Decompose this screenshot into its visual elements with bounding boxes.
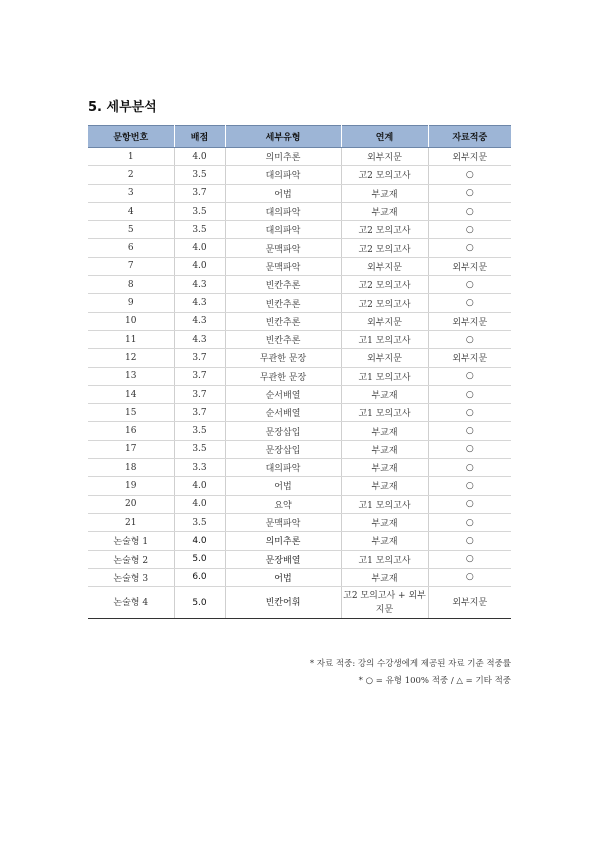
cell-points: 5.0 [174,587,225,619]
cell-question-number: 논술형 3 [88,568,174,586]
table-row [88,440,511,458]
cell-points: 4.3 [174,312,225,330]
cell-question-number: 17 [88,440,174,458]
cell-question-number: 9 [88,294,174,312]
cell-linkage: 고1 모의고사 [341,550,428,568]
cell-question-number: 2 [88,166,174,184]
cell-material-hit: ○ [428,440,511,458]
cell-material-hit: 외부지문 [428,148,511,166]
cell-points: 3.5 [174,166,225,184]
cell-linkage: 부교재 [341,202,428,220]
table-row [88,385,511,403]
table-row [88,166,511,184]
analysis-table [88,125,511,619]
cell-points: 3.3 [174,459,225,477]
cell-points: 4.0 [174,532,225,550]
cell-points: 6.0 [174,568,225,586]
table-row [88,568,511,586]
cell-points: 3.7 [174,184,225,202]
cell-detail-type: 순서배열 [225,385,341,403]
cell-linkage: 부교재 [341,385,428,403]
cell-detail-type: 무관한 문장 [225,349,341,367]
cell-question-number: 10 [88,312,174,330]
cell-material-hit: 외부지문 [428,312,511,330]
cell-material-hit: ○ [428,367,511,385]
table-row [88,202,511,220]
cell-points: 4.0 [174,148,225,166]
cell-question-number: 14 [88,385,174,403]
cell-linkage: 고1 모의고사 [341,495,428,513]
cell-material-hit: ○ [428,221,511,239]
cell-detail-type: 순서배열 [225,404,341,422]
cell-question-number: 16 [88,422,174,440]
cell-linkage: 고2 모의고사 [341,221,428,239]
cell-linkage: 부교재 [341,532,428,550]
cell-points: 4.0 [174,477,225,495]
table-row [88,330,511,348]
cell-linkage: 고2 모의고사 [341,239,428,257]
cell-question-number: 15 [88,404,174,422]
cell-detail-type: 대의파악 [225,459,341,477]
table-row [88,276,511,294]
cell-linkage: 부교재 [341,422,428,440]
cell-material-hit: ○ [428,404,511,422]
cell-material-hit: ○ [428,568,511,586]
cell-question-number: 11 [88,330,174,348]
cell-detail-type: 빈칸어휘 [225,587,341,619]
cell-material-hit: 외부지문 [428,349,511,367]
cell-detail-type: 문장삽입 [225,440,341,458]
table-row [88,477,511,495]
cell-linkage: 고1 모의고사 [341,367,428,385]
cell-detail-type: 대의파악 [225,166,341,184]
cell-material-hit: ○ [428,513,511,531]
cell-question-number: 6 [88,239,174,257]
cell-detail-type: 대의파악 [225,221,341,239]
cell-material-hit: ○ [428,184,511,202]
section-title: 5. 세부분석 [88,100,157,115]
cell-points: 3.7 [174,385,225,403]
cell-linkage: 부교재 [341,513,428,531]
table-row [88,532,511,550]
table-row [88,495,511,513]
cell-points: 3.7 [174,367,225,385]
cell-material-hit: ○ [428,422,511,440]
cell-detail-type: 빈칸추론 [225,312,341,330]
table-row [88,404,511,422]
cell-linkage: 외부지문 [341,148,428,166]
cell-linkage: 부교재 [341,440,428,458]
cell-question-number: 5 [88,221,174,239]
cell-detail-type: 어법 [225,477,341,495]
cell-points: 4.3 [174,294,225,312]
cell-linkage: 고2 모의고사 + 외부지문 [341,587,428,619]
cell-detail-type: 무관한 문장 [225,367,341,385]
cell-material-hit: ○ [428,330,511,348]
cell-linkage: 외부지문 [341,257,428,275]
table-row [88,422,511,440]
footnote-material-hit: * 자료 적중: 강의 수강생에게 제공된 자료 기준 적중률 [309,659,511,669]
cell-points: 3.5 [174,422,225,440]
cell-material-hit: ○ [428,385,511,403]
cell-detail-type: 어법 [225,568,341,586]
cell-material-hit: ○ [428,477,511,495]
table-row [88,257,511,275]
cell-linkage: 고2 모의고사 [341,276,428,294]
cell-points: 4.3 [174,276,225,294]
header-question-number: 문항번호 [88,126,174,148]
cell-linkage: 부교재 [341,477,428,495]
cell-linkage: 외부지문 [341,349,428,367]
cell-material-hit: ○ [428,495,511,513]
table-row [88,184,511,202]
cell-material-hit: ○ [428,202,511,220]
table-row [88,349,511,367]
cell-question-number: 1 [88,148,174,166]
cell-material-hit: ○ [428,459,511,477]
cell-material-hit: ○ [428,276,511,294]
cell-detail-type: 문맥파악 [225,513,341,531]
table-row [88,513,511,531]
cell-points: 3.7 [174,349,225,367]
table-row [88,587,511,619]
cell-points: 4.3 [174,330,225,348]
cell-question-number: 논술형 2 [88,550,174,568]
cell-linkage: 고1 모의고사 [341,330,428,348]
cell-linkage: 고2 모의고사 [341,166,428,184]
cell-material-hit: ○ [428,239,511,257]
cell-question-number: 13 [88,367,174,385]
cell-question-number: 18 [88,459,174,477]
table-row [88,294,511,312]
cell-question-number: 12 [88,349,174,367]
cell-detail-type: 빈칸추론 [225,294,341,312]
cell-question-number: 20 [88,495,174,513]
cell-detail-type: 문장삽입 [225,422,341,440]
table-row [88,312,511,330]
table-row [88,148,511,166]
cell-detail-type: 대의파악 [225,202,341,220]
cell-question-number: 21 [88,513,174,531]
table-row [88,221,511,239]
cell-question-number: 논술형 1 [88,532,174,550]
cell-points: 3.5 [174,202,225,220]
cell-linkage: 고2 모의고사 [341,294,428,312]
header-detail-type: 세부유형 [225,126,341,148]
cell-material-hit: ○ [428,294,511,312]
cell-detail-type: 요약 [225,495,341,513]
cell-question-number: 4 [88,202,174,220]
footnote-symbol-legend: * ○ = 유형 100% 적중 / △ = 기타 적중 [358,676,511,686]
cell-question-number: 논술형 4 [88,587,174,619]
table-row [88,367,511,385]
cell-points: 3.7 [174,404,225,422]
cell-detail-type: 문장배열 [225,550,341,568]
cell-linkage: 부교재 [341,184,428,202]
cell-detail-type: 어법 [225,184,341,202]
cell-material-hit: ○ [428,532,511,550]
cell-linkage: 부교재 [341,459,428,477]
cell-question-number: 3 [88,184,174,202]
cell-points: 4.0 [174,257,225,275]
cell-question-number: 19 [88,477,174,495]
cell-detail-type: 의미추론 [225,532,341,550]
cell-linkage: 고1 모의고사 [341,404,428,422]
cell-detail-type: 빈칸추론 [225,330,341,348]
cell-question-number: 7 [88,257,174,275]
cell-detail-type: 빈칸추론 [225,276,341,294]
table-header-row [88,126,511,148]
cell-points: 3.5 [174,440,225,458]
footnotes [310,656,511,690]
cell-points: 5.0 [174,550,225,568]
table-row [88,459,511,477]
cell-material-hit: 외부지문 [428,257,511,275]
cell-linkage: 부교재 [341,568,428,586]
cell-points: 3.5 [174,221,225,239]
cell-material-hit: ○ [428,166,511,184]
cell-linkage: 외부지문 [341,312,428,330]
cell-question-number: 8 [88,276,174,294]
table-row [88,550,511,568]
header-linkage: 연계 [341,126,428,148]
cell-points: 4.0 [174,495,225,513]
cell-detail-type: 문맥파악 [225,239,341,257]
header-material-hit: 자료적중 [428,126,511,148]
cell-material-hit: ○ [428,550,511,568]
cell-points: 4.0 [174,239,225,257]
cell-detail-type: 의미추론 [225,148,341,166]
cell-detail-type: 문맥파악 [225,257,341,275]
cell-material-hit: 외부지문 [428,587,511,619]
table-row [88,239,511,257]
header-points: 배점 [174,126,225,148]
cell-points: 3.5 [174,513,225,531]
